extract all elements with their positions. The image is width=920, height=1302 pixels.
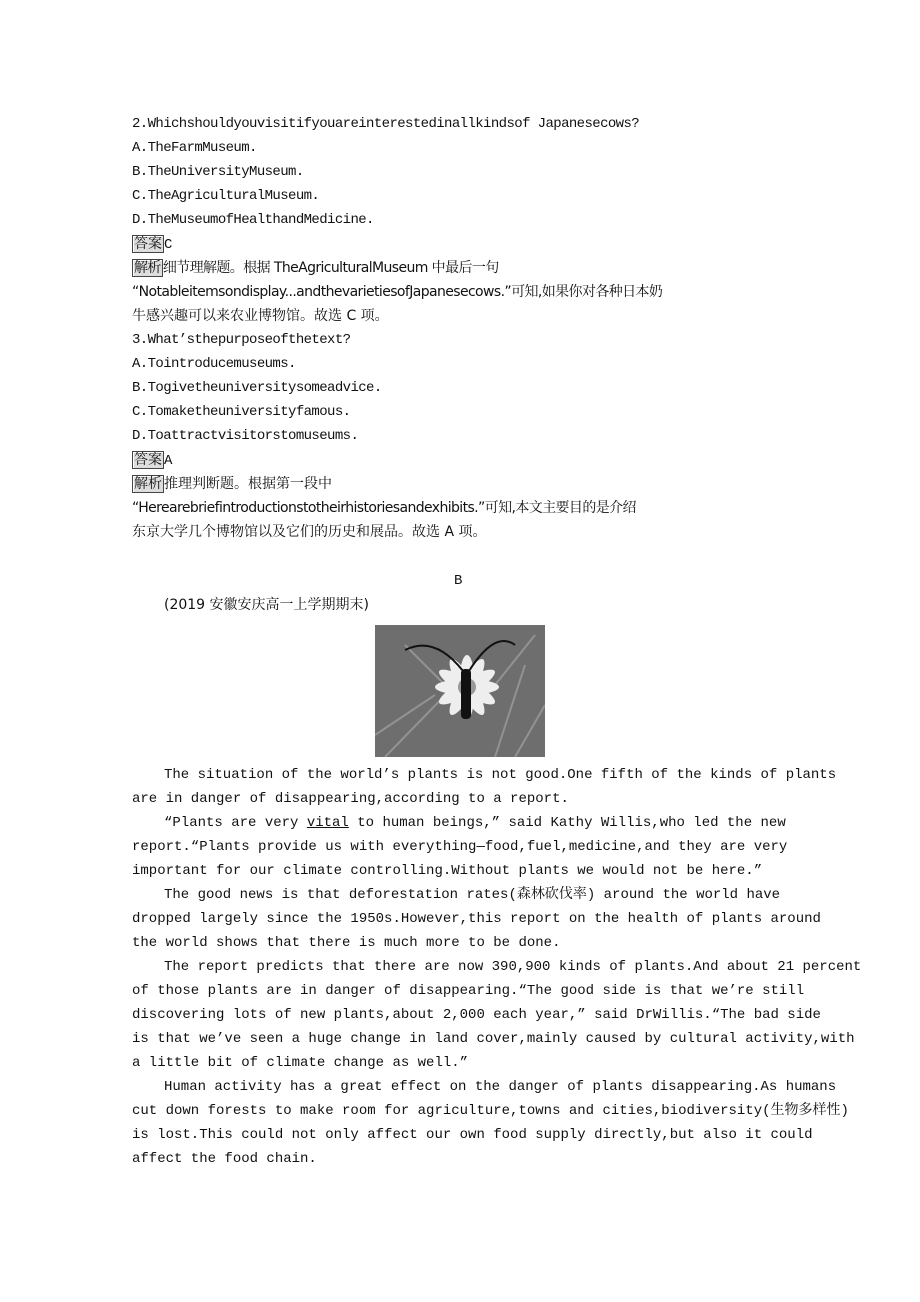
- q3-analysis-line: “Herearebriefintroductionstotheirhistoriesandexhibits.”可知,本文主要目的是介绍: [132, 500, 636, 516]
- q3-analysis-line: 东京大学几个博物馆以及它们的历史和展品。故选 A 项。: [132, 524, 487, 540]
- passage-line: is that we’ve seen a huge change in land cover,mainly caused by cultural activity,with: [132, 1031, 855, 1047]
- analysis-tag: 解析: [134, 260, 161, 276]
- passage-line: a little bit of climate change as well.”: [132, 1055, 469, 1071]
- analysis-tag: 解析: [134, 476, 162, 492]
- source-note: (2019 安徽安庆高一上学期期末): [164, 597, 370, 613]
- q3-option-a: A.Tointroducemuseums.: [132, 356, 296, 372]
- q2-analysis-line: 牛感兴趣可以来农业博物馆。故选 C 项。: [132, 308, 389, 324]
- answer-value: C: [164, 237, 173, 253]
- passage-line: dropped largely since the 1950s.However,this report on the health of plants around: [132, 911, 821, 927]
- q2-option-c: C.TheAgriculturalMuseum.: [132, 188, 320, 204]
- passage-line: affect the food chain.: [132, 1151, 317, 1167]
- q2-answer: [132, 235, 172, 254]
- q2-option-a: A.TheFarmMuseum.: [132, 140, 257, 156]
- section-heading: B: [454, 573, 463, 589]
- q3-analysis-line: [132, 475, 332, 493]
- passage-line: the world shows that there is much more to be done.: [132, 935, 561, 951]
- passage-line: The good news is that deforestation rates(森林砍伐率) around the world have: [164, 887, 781, 903]
- passage-line: cut down forests to make room for agriculture,towns and cities,biodiversity(生物多样性): [132, 1103, 849, 1119]
- passage-line: The report predicts that there are now 390,900 kinds of plants.And about 21 percent: [164, 959, 862, 975]
- q3-option-b: B.Togivetheuniversitysomeadvice.: [132, 380, 382, 396]
- q2-option-b: B.TheUniversityMuseum.: [132, 164, 304, 180]
- passage-line: of those plants are in danger of disappearing.“The good side is that we’re still: [132, 983, 805, 999]
- q2-analysis-line: [132, 259, 499, 277]
- passage-line: Human activity has a great effect on the danger of plants disappearing.As humans: [164, 1079, 837, 1095]
- analysis-text: 推理判断题。根据第一段中: [164, 476, 332, 492]
- answer-value: A: [164, 453, 173, 469]
- passage-line: The situation of the world’s plants is not good.One fifth of the kinds of plants: [164, 767, 837, 783]
- passage-line: are in danger of disappearing,according to a report.: [132, 791, 569, 807]
- underlined-word-vital: vital: [306, 815, 349, 831]
- analysis-text: 细节理解题。根据 TheAgriculturalMuseum 中最后一句: [162, 260, 499, 276]
- q3-option-c: C.Tomaketheuniversityfamous.: [132, 404, 351, 420]
- insect-on-flower-photo: [375, 625, 545, 757]
- passage-line: [132, 814, 786, 832]
- text: “Plants are very: [164, 815, 307, 831]
- question-3-stem: 3.What’sthepurposeofthetext?: [132, 332, 351, 348]
- passage-line: report.“Plants provide us with everything—food,fuel,medicine,and they are very: [132, 839, 788, 855]
- passage-line: discovering lots of new plants,about 2,000 each year,” said DrWillis.“The bad side: [132, 1007, 821, 1023]
- q2-option-d: D.TheMuseumofHealthandMedicine.: [132, 212, 374, 228]
- passage-line: important for our climate controlling.Without plants we would not be here.”: [132, 863, 763, 879]
- passage-line: is lost.This could not only affect our own food supply directly,but also it could: [132, 1127, 813, 1143]
- text: to human beings,” said Kathy Willis,who led the new: [348, 815, 786, 831]
- answer-tag: 答案: [134, 452, 162, 468]
- q3-answer: [132, 451, 172, 470]
- q2-analysis-line: “Notableitemsondisplay...andthevarietiesofJapanesecows.”可知,如果你对各种日本奶: [132, 284, 663, 300]
- q3-option-d: D.Toattractvisitorstomuseums.: [132, 428, 359, 444]
- question-2-stem: 2.Whichshouldyouvisitifyouareinterestedinallkindsof Japanesecows?: [132, 116, 640, 132]
- answer-tag: 答案: [134, 236, 162, 252]
